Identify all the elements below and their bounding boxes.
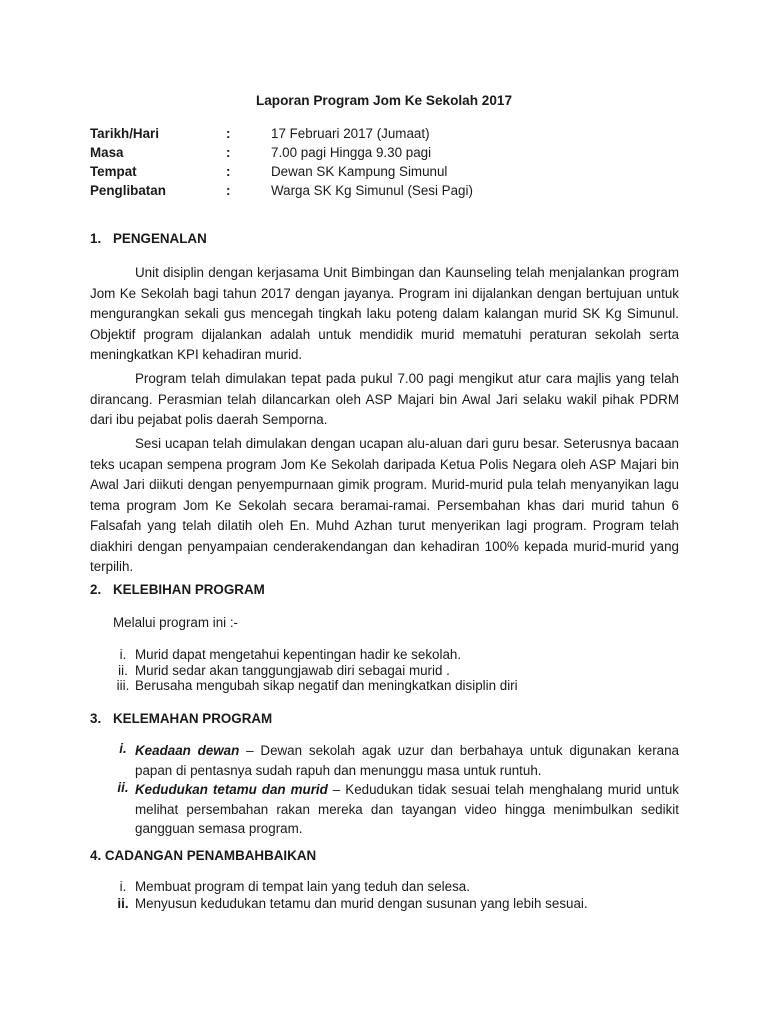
list-item-text [135,741,679,780]
section-intro: Melalui program ini :- [113,615,239,630]
report-title: Laporan Program Jom Ke Sekolah 2017 [255,93,513,108]
meta-row-participants [90,181,473,200]
meta-value: 7.00 pagi Hingga 9.30 pagi [271,145,432,160]
suggestions-list [90,879,679,912]
section-title: KELEMAHAN PROGRAM [113,711,273,726]
paragraph: Sesi ucapan telah dimulakan dengan ucapan alu-aluan dari guru besar. Seterusnya bacaan teks ucapan sempena program Jom Ke Sekolah daripada Ketua Polis Negara oleh ASP Majari bin Awal Jari diikuti dengan penyempurnaan gimik program. Murid-murid pula telah menyanyikan lagu tema program Jom Ke Sekolah secara beramai-ramai. Persembahan khas dari murid tahun 6 Falsafah yang telah dilatih oleh En. Muhd Azhan turut menyerikan lagi program. Program telah diakhiri dengan penyampaian cenderakendangan dan kehadiran 100% kepada murid-murid yang terpilih. [90,436,679,574]
list-item-text: Berusaha mengubah sikap negatif dan meningkatkan disiplin diri [135,678,518,693]
list-marker: ii. [117,780,129,795]
meta-colon: : [226,126,231,141]
list-marker: i. [119,741,127,756]
meta-colon: : [226,183,231,198]
meta-row-date [90,124,473,143]
list-marker: iii. [116,678,130,693]
meta-colon: : [226,145,231,160]
meta-value: Dewan SK Kampung Simunul [271,164,448,179]
meta-label: Tarikh/Hari [90,126,159,141]
list-marker: i. [119,647,127,662]
section-title: KELEBIHAN PROGRAM [113,582,265,597]
list-marker: ii. [118,662,128,678]
list-item-text [135,780,679,839]
meta-value: 17 Februari 2017 (Jumaat) [271,126,430,141]
section-heading-pengenalan [90,231,207,246]
meta-value: Warga SK Kg Simunul (Sesi Pagi) [271,183,473,198]
section-number: 2. [90,582,102,597]
list-item-text: Menyusun kedudukan tetamu dan murid dengan susunan yang lebih sesuai. [135,895,588,911]
meta-row-time [90,143,473,162]
meta-colon: : [226,164,231,179]
meta-row-place [90,162,473,181]
meta-label: Tempat [90,164,137,179]
list-item-term: Kedudukan tetamu dan murid [135,782,328,797]
list-item-text: Murid dapat mengetahui kepentingan hadir ke sekolah. [135,647,462,662]
section-heading-kelebihan [90,582,265,597]
paragraph: Program telah dimulakan tepat pada pukul 7.00 pagi mengikut atur cara majlis yang telah dirancang. Perasmian telah dilancarkan oleh ASP Majari bin Awal Jari selaku wakil pihak PDRM dari ibu pejabat polis daerah Semporna. [90,371,679,427]
list-item-term: Keadaan dewan [135,743,240,758]
list-item [90,663,679,679]
list-item [90,879,679,896]
list-item [90,741,679,780]
section-heading-cadangan: 4. CADANGAN PENAMBAHBAIKAN [90,848,317,863]
list-item-text: Membuat program di tempat lain yang teduh dan selesa. [135,879,470,894]
list-item-text: Murid sedar akan tanggungjawab diri sebagai murid . [135,662,450,678]
list-item [90,780,679,839]
meta-label: Masa [90,145,124,160]
list-marker: i. [119,879,127,894]
report-meta-table [90,124,473,200]
meta-label: Penglibatan [90,183,166,198]
paragraph: Unit disiplin dengan kerjasama Unit Bimbingan dan Kaunseling telah menjalankan program Jom Ke Sekolah bagi tahun 2017 dengan jayanya. Program ini dijalankan dengan bertujuan untuk mengurangkan sekali gus mencegah tingkah laku poteng dalam kalangan murid SK Kg Simunul. Objektif program dijalankan adalah untuk mendidik murid mematuhi peraturan sekolah serta meningkatkan KPI kehadiran murid. [90,265,679,362]
list-marker: ii. [117,895,129,911]
section-heading-kelemahan [90,711,272,726]
list-item-description: – Kedudukan tidak sesuai telah menghalang murid untuk melihat persembahan rakan mereka dan tayangan video hingga menimbulkan sedikit gangguan semasa program. [135,782,679,836]
section-number: 1. [90,231,102,246]
advantages-list [90,647,679,694]
list-item [90,896,679,913]
list-item-description: – Dewan sekolah agak uzur dan berbahaya untuk digunakan kerana papan di pentasnya sudah rapuh dan menunggu masa untuk runtuh. [135,743,679,778]
list-item [90,647,679,663]
list-item [90,678,679,694]
weaknesses-list [90,741,679,839]
section-number: 3. [90,711,102,726]
section-title: PENGENALAN [113,231,207,246]
